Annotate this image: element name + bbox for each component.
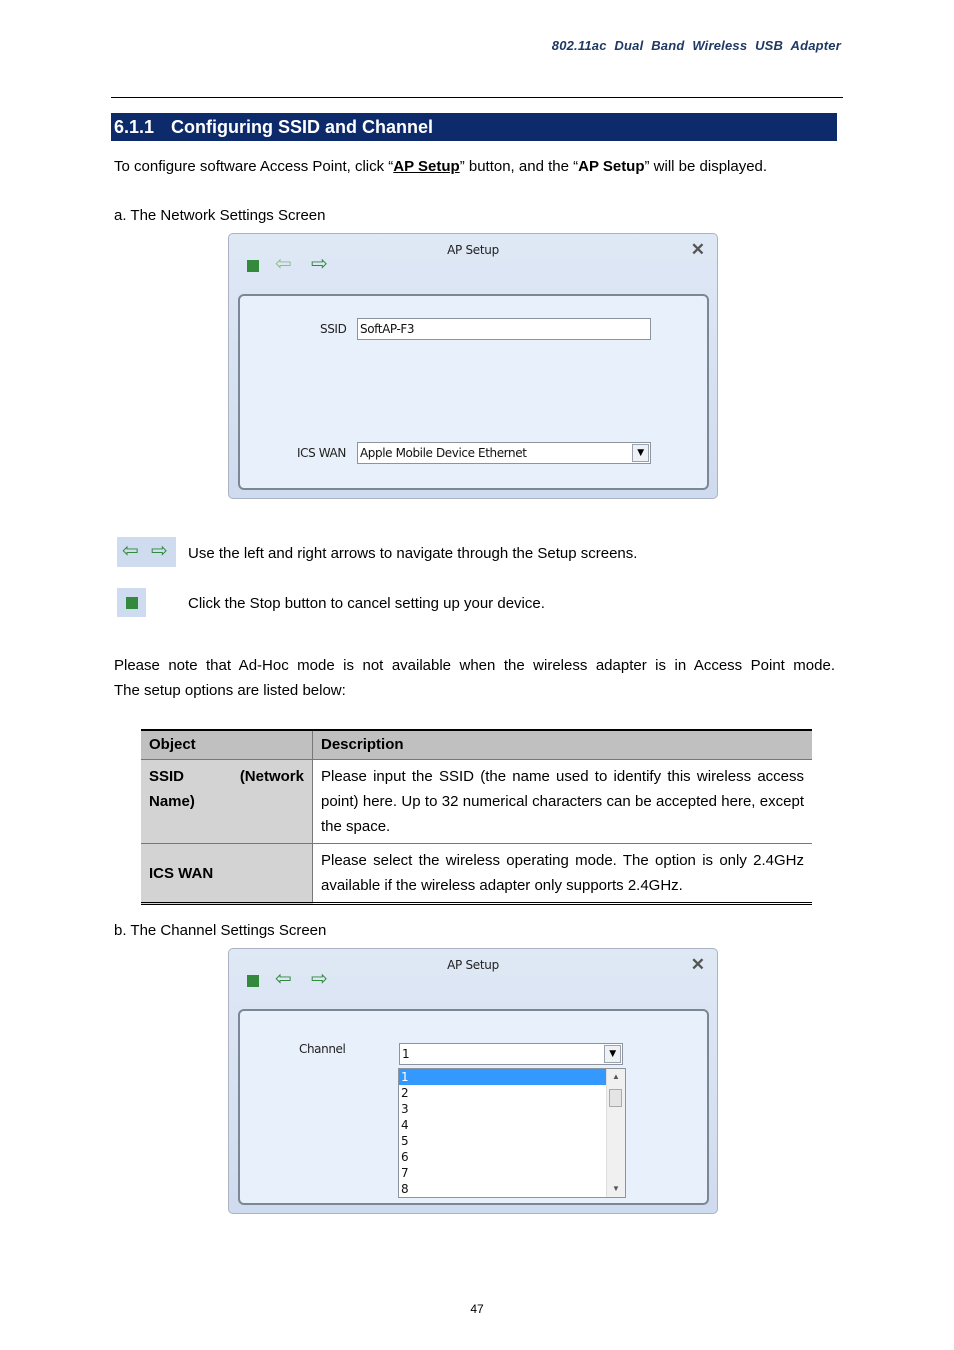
ics-wan-label: ICS WAN bbox=[297, 446, 346, 460]
object-cell-line bbox=[149, 764, 304, 789]
nav-arrows-description: Use the left and right arrows to navigate through the Setup screens. bbox=[188, 545, 638, 562]
list-item[interactable]: 4 bbox=[401, 1118, 409, 1132]
section-title: Configuring SSID and Channel bbox=[171, 117, 433, 137]
ap-setup-dialog-channel bbox=[228, 948, 718, 1214]
stop-icon[interactable] bbox=[247, 260, 259, 272]
description-cell: Please select the wireless operating mode. The option is only 2.4GHz available if the wireless adapter only supports 2.4GHz. bbox=[321, 852, 804, 894]
section-heading bbox=[111, 113, 837, 141]
ap-setup-bold: AP Setup bbox=[578, 158, 645, 175]
intro-text-1: To configure software Access Point, click “ bbox=[114, 158, 394, 175]
settings-panel bbox=[238, 1009, 709, 1205]
note-line-1: Please note that Ad-Hoc mode is not available when the wireless adapter is in Access Point mode. bbox=[114, 657, 835, 674]
ics-wan-selected-value: Apple Mobile Device Ethernet bbox=[360, 446, 527, 460]
right-arrow-icon: ⇨ bbox=[151, 540, 168, 562]
right-arrow-icon[interactable]: ⇨ bbox=[311, 253, 328, 275]
scroll-down-icon[interactable]: ▼ bbox=[612, 1184, 620, 1193]
table-header-row bbox=[141, 730, 812, 760]
chevron-down-icon[interactable]: ▼ bbox=[604, 1045, 621, 1063]
ap-setup-dialog-network bbox=[228, 233, 718, 499]
table-row bbox=[141, 844, 812, 904]
list-item[interactable]: 1 bbox=[399, 1069, 625, 1085]
ics-wan-select[interactable] bbox=[357, 442, 651, 464]
caption-channel-settings: b. The Channel Settings Screen bbox=[114, 922, 327, 939]
note-paragraph bbox=[114, 653, 835, 703]
running-header: 802.11ac Dual Band Wireless USB Adapter bbox=[551, 38, 841, 53]
right-arrow-icon[interactable]: ⇨ bbox=[311, 968, 328, 990]
section-number: 6.1.1 bbox=[114, 117, 155, 137]
scroll-up-icon[interactable]: ▲ bbox=[612, 1072, 620, 1081]
description-cell: Please input the SSID (the name used to identify this wireless access point) here. Up to 32 numerical characters can be accepted here, except the space. bbox=[313, 760, 813, 844]
left-arrow-icon: ⇦ bbox=[122, 540, 139, 562]
object-network: (Network bbox=[239, 768, 304, 785]
ssid-input[interactable]: SoftAP-F3 bbox=[357, 318, 651, 340]
ssid-label: SSID bbox=[320, 322, 347, 336]
settings-panel bbox=[238, 294, 709, 490]
ap-setup-link[interactable]: AP Setup bbox=[393, 158, 460, 175]
setup-options-table bbox=[141, 729, 812, 905]
left-arrow-icon[interactable]: ⇦ bbox=[275, 253, 292, 275]
list-item[interactable]: 5 bbox=[401, 1134, 409, 1148]
object-cell bbox=[141, 760, 313, 844]
dialog-title: AP Setup bbox=[447, 958, 499, 972]
close-icon[interactable]: ✕ bbox=[690, 240, 705, 259]
scrollbar[interactable] bbox=[606, 1069, 625, 1197]
column-header-description: Description bbox=[313, 730, 813, 760]
stop-description: Click the Stop button to cancel setting up your device. bbox=[188, 595, 545, 612]
list-item[interactable]: 6 bbox=[401, 1150, 409, 1164]
intro-text-3: ” will be displayed. bbox=[644, 158, 768, 175]
header-divider bbox=[111, 97, 843, 98]
channel-selected-value: 1 bbox=[402, 1047, 410, 1061]
object-name: Name) bbox=[149, 793, 195, 810]
dialog-title: AP Setup bbox=[447, 243, 499, 257]
nav-arrows-icon-box bbox=[117, 537, 176, 567]
stop-icon bbox=[126, 597, 138, 609]
list-item[interactable]: 2 bbox=[401, 1086, 409, 1100]
caption-network-settings: a. The Network Settings Screen bbox=[114, 207, 326, 224]
channel-options-list[interactable] bbox=[398, 1068, 626, 1198]
table-row bbox=[141, 760, 812, 844]
object-ssid: SSID bbox=[149, 768, 185, 785]
channel-select[interactable] bbox=[399, 1043, 623, 1065]
intro-text-2: ” button, and the “ bbox=[459, 158, 579, 175]
page-number: 47 bbox=[470, 1302, 484, 1316]
list-item[interactable]: 3 bbox=[401, 1102, 409, 1116]
close-icon[interactable]: ✕ bbox=[690, 955, 705, 974]
left-arrow-icon[interactable]: ⇦ bbox=[275, 968, 292, 990]
chevron-down-icon[interactable]: ▼ bbox=[632, 444, 649, 462]
stop-icon-box bbox=[117, 588, 146, 617]
scrollbar-thumb[interactable] bbox=[609, 1089, 622, 1107]
note-line-2: The setup options are listed below: bbox=[114, 682, 346, 699]
stop-icon[interactable] bbox=[247, 975, 259, 987]
column-header-object: Object bbox=[141, 730, 313, 760]
list-item[interactable]: 7 bbox=[401, 1166, 409, 1180]
channel-label: Channel bbox=[299, 1042, 346, 1056]
intro-paragraph bbox=[114, 154, 767, 179]
list-item[interactable]: 8 bbox=[401, 1182, 409, 1196]
object-cell: ICS WAN bbox=[141, 844, 313, 904]
